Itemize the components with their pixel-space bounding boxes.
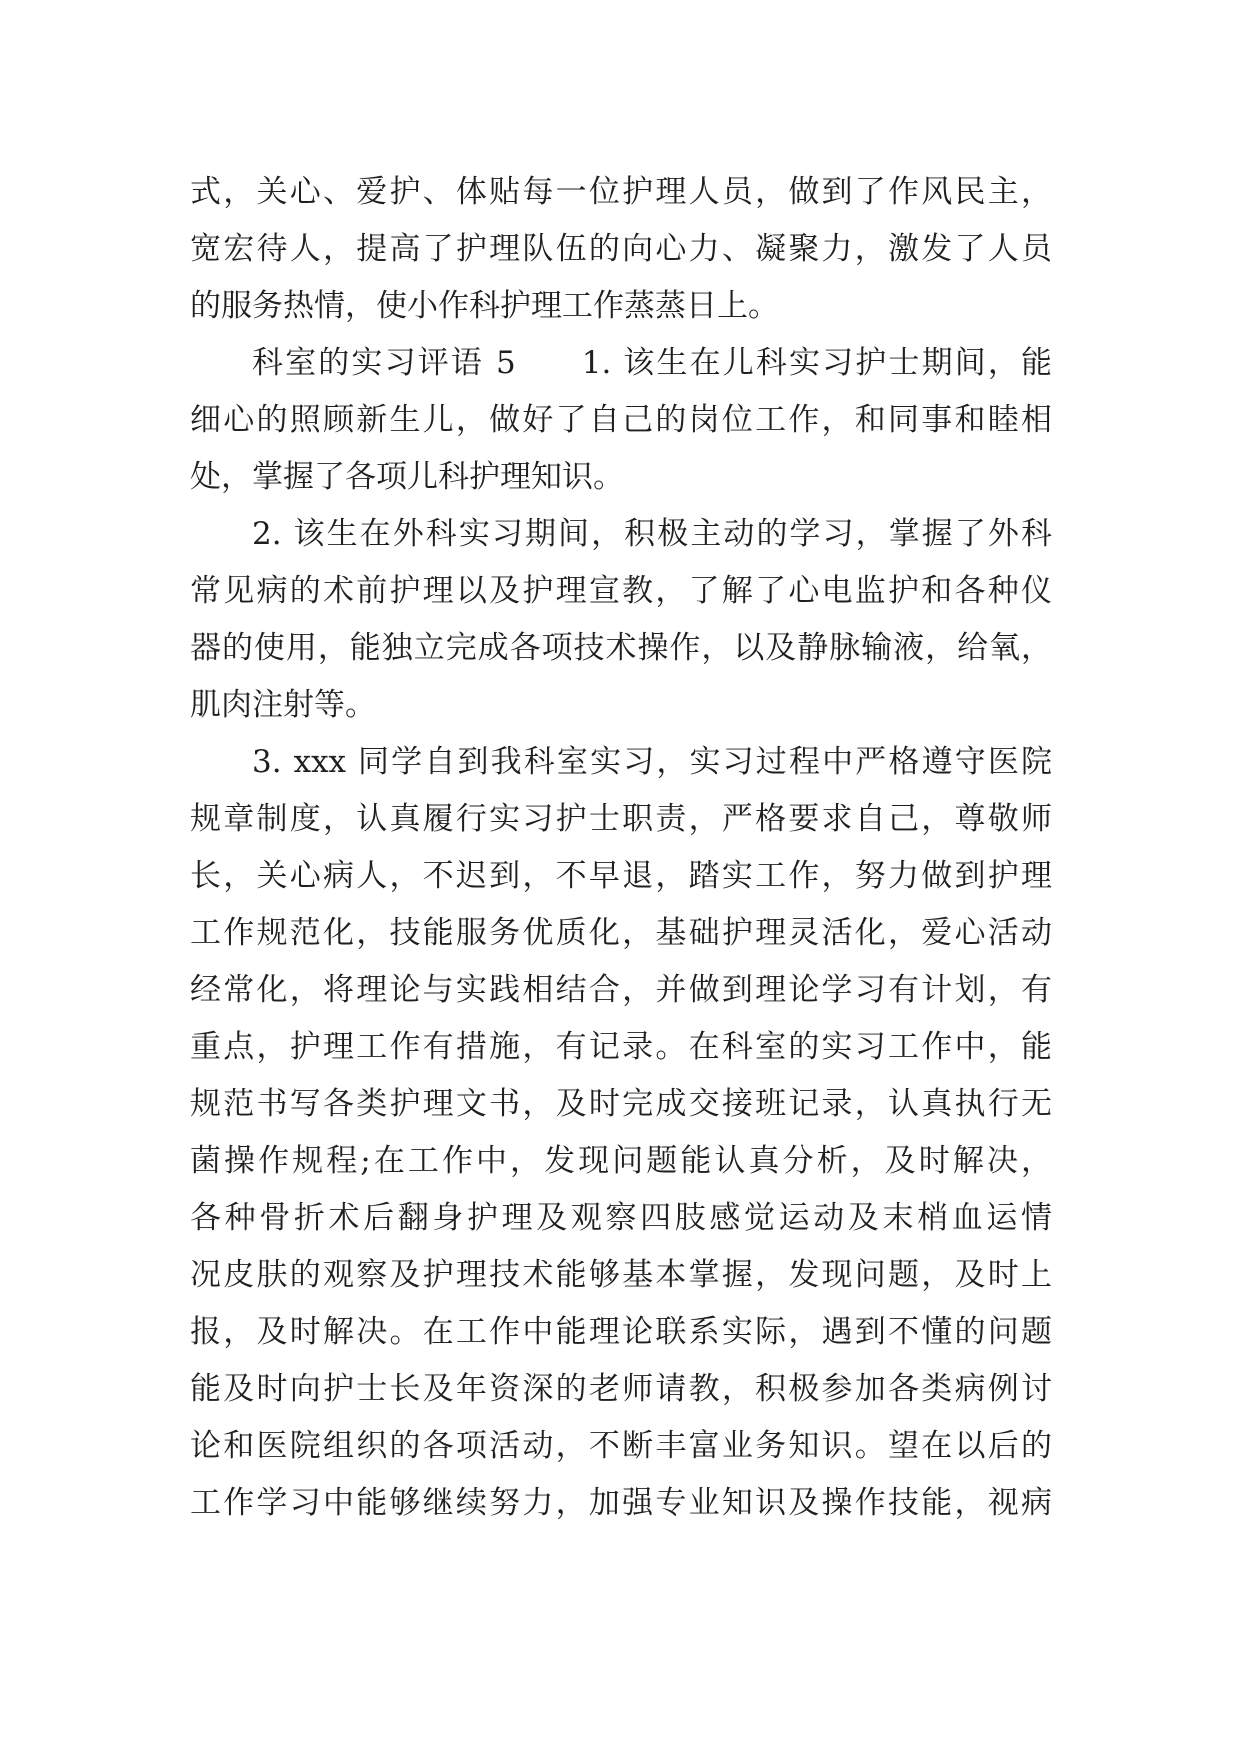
text-line: 各种骨折术后翻身护理及观察四肢感觉运动及末梢血运情	[190, 1200, 1052, 1236]
text-line: 况皮肤的观察及护理技术能够基本掌握，发现问题，及时上	[190, 1257, 1052, 1293]
text-line: 的服务热情，使小作科护理工作蒸蒸日上。	[190, 288, 779, 324]
text-line: 肌肉注射等。	[190, 687, 376, 723]
text-line: 规章制度，认真履行实习护士职责，严格要求自己，尊敬师	[190, 801, 1052, 837]
text-line: 器的使用，能独立完成各项技术操作，以及静脉输液，给氧，	[190, 630, 1052, 666]
text-line: 细心的照顾新生儿，做好了自己的岗位工作，和同事和睦相	[190, 402, 1052, 438]
text-line: 常见病的术前护理以及护理宣教，了解了心电监护和各种仪	[190, 573, 1052, 609]
text-line: 论和医院组织的各项活动，不断丰富业务知识。望在以后的	[190, 1428, 1052, 1464]
text-line: 长，关心病人，不迟到，不早退，踏实工作，努力做到护理	[190, 858, 1052, 894]
text-line: 经常化，将理论与实践相结合，并做到理论学习有计划，有	[190, 972, 1052, 1008]
section-heading-line	[252, 341, 1052, 385]
text-line: 能及时向护士长及年资深的老师请教，积极参加各类病例讨	[190, 1371, 1052, 1407]
text-line: 3. xxx 同学自到我科室实习，实习过程中严格遵守医院	[252, 744, 1052, 780]
text-line: 规范书写各类护理文书，及时完成交接班记录，认真执行无	[190, 1086, 1052, 1122]
text-line: 重点，护理工作有措施，有记录。在科室的实习工作中，能	[190, 1029, 1052, 1065]
section-heading: 科室的实习评语 5	[252, 345, 516, 381]
text-segment: 1. 该生在儿科实习护士期间，能	[581, 345, 1052, 381]
text-line: 2. 该生在外科实习期间，积极主动的学习，掌握了外科	[252, 516, 1052, 552]
text-line: 菌操作规程;在工作中，发现问题能认真分析，及时解决，	[190, 1143, 1052, 1179]
text-line: 处，掌握了各项儿科护理知识。	[190, 459, 624, 495]
text-line: 报，及时解决。在工作中能理论联系实际，遇到不懂的问题	[190, 1314, 1052, 1350]
text-line: 工作学习中能够继续努力，加强专业知识及操作技能，视病	[190, 1485, 1052, 1521]
text-line: 式，关心、爱护、体贴每一位护理人员，做到了作风民主，	[190, 174, 1052, 210]
text-line: 工作规范化，技能服务优质化，基础护理灵活化，爱心活动	[190, 915, 1052, 951]
text-line: 宽宏待人，提高了护理队伍的向心力、凝聚力，激发了人员	[190, 231, 1052, 267]
